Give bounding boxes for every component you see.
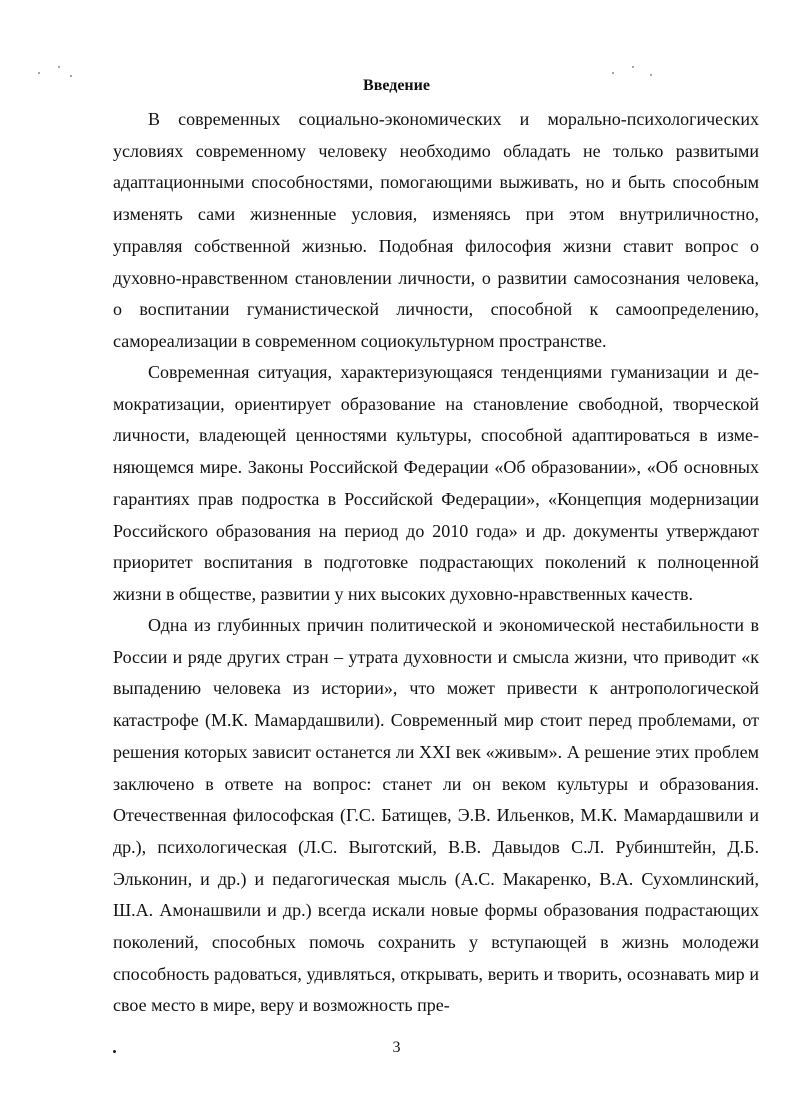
scan-speck xyxy=(58,66,60,68)
paragraph-1: В современных социально-экономических и морально-психологических условиях современному человеку необходимо обладать не только развитыми адаптационными способностями, помогающими выживать, но и быть способным изменять сами жизненные условия, изменяясь при этом внутриличностно, управляя собственной жизнью. Подобная философия жизни ставит вопрос о духовно-нравственном становлении личности, о развитии самосознания человека, о воспитании гуманистической личности, способной к самоопределению, самореализации в современном социокультурном пространстве. xyxy=(113,109,759,351)
page-number: 3 xyxy=(392,1039,401,1056)
page-heading: Введение xyxy=(363,77,430,94)
paragraph-3: Одна из глубинных причин политической и экономической нестабильности в России и ряде других стран – утрата духовности и смысла жизни, что приводит «к выпадению человека из истории», что может привести к антропологической катастрофе (М.К. Мамардашвили). Современный мир стоит перед проблемами, от решения которых зависит останется ли XXI век «живым». А решение этих проблем заключено в ответе на вопрос: станет ли он веком культуры и образования. Отечественная философская (Г.С. Батищев, Э.В. Ильенков, М.К. Мамардашвили и др.), психологическая (Л.С. Выготский, В.В. Давыдов С.Л. Рубинштейн, Д.Б. Эльконин, и др.) и педагогическая мысль (А.С. Макаренко, В.А. Сухомлинский, Ш.А. Амонашвили и др.) всегда искали новые формы образования подрастающих поколений, способных помочь сохранить у вступающей в жизнь молодежи способность радоваться, удивляться, открывать, верить и творить, осознавать мир и свое место в мире, веру и возможность пре- xyxy=(113,615,759,1016)
paragraph-2: Современная ситуация, характеризующаяся тенденциями гуманизации и демократизации, ориентирует образование на становление свободной, творческой личности, владеющей ценностями культуры, способной адаптироваться в изменяющемся мире. Законы Российской Федерации «Об образовании», «Об основных гарантиях прав подростка в Российской Федерации», «Концепция модернизации Российского образования на период до 2010 года» и др. документы утверждают приоритет воспитания в подготовке подрастающих поколений к полноценной жизни в обществе, развитии у них высоких духовно-нравственных качеств. xyxy=(113,362,759,604)
scan-speck xyxy=(632,66,634,68)
scan-speck xyxy=(612,72,614,74)
scan-speck xyxy=(38,72,40,74)
